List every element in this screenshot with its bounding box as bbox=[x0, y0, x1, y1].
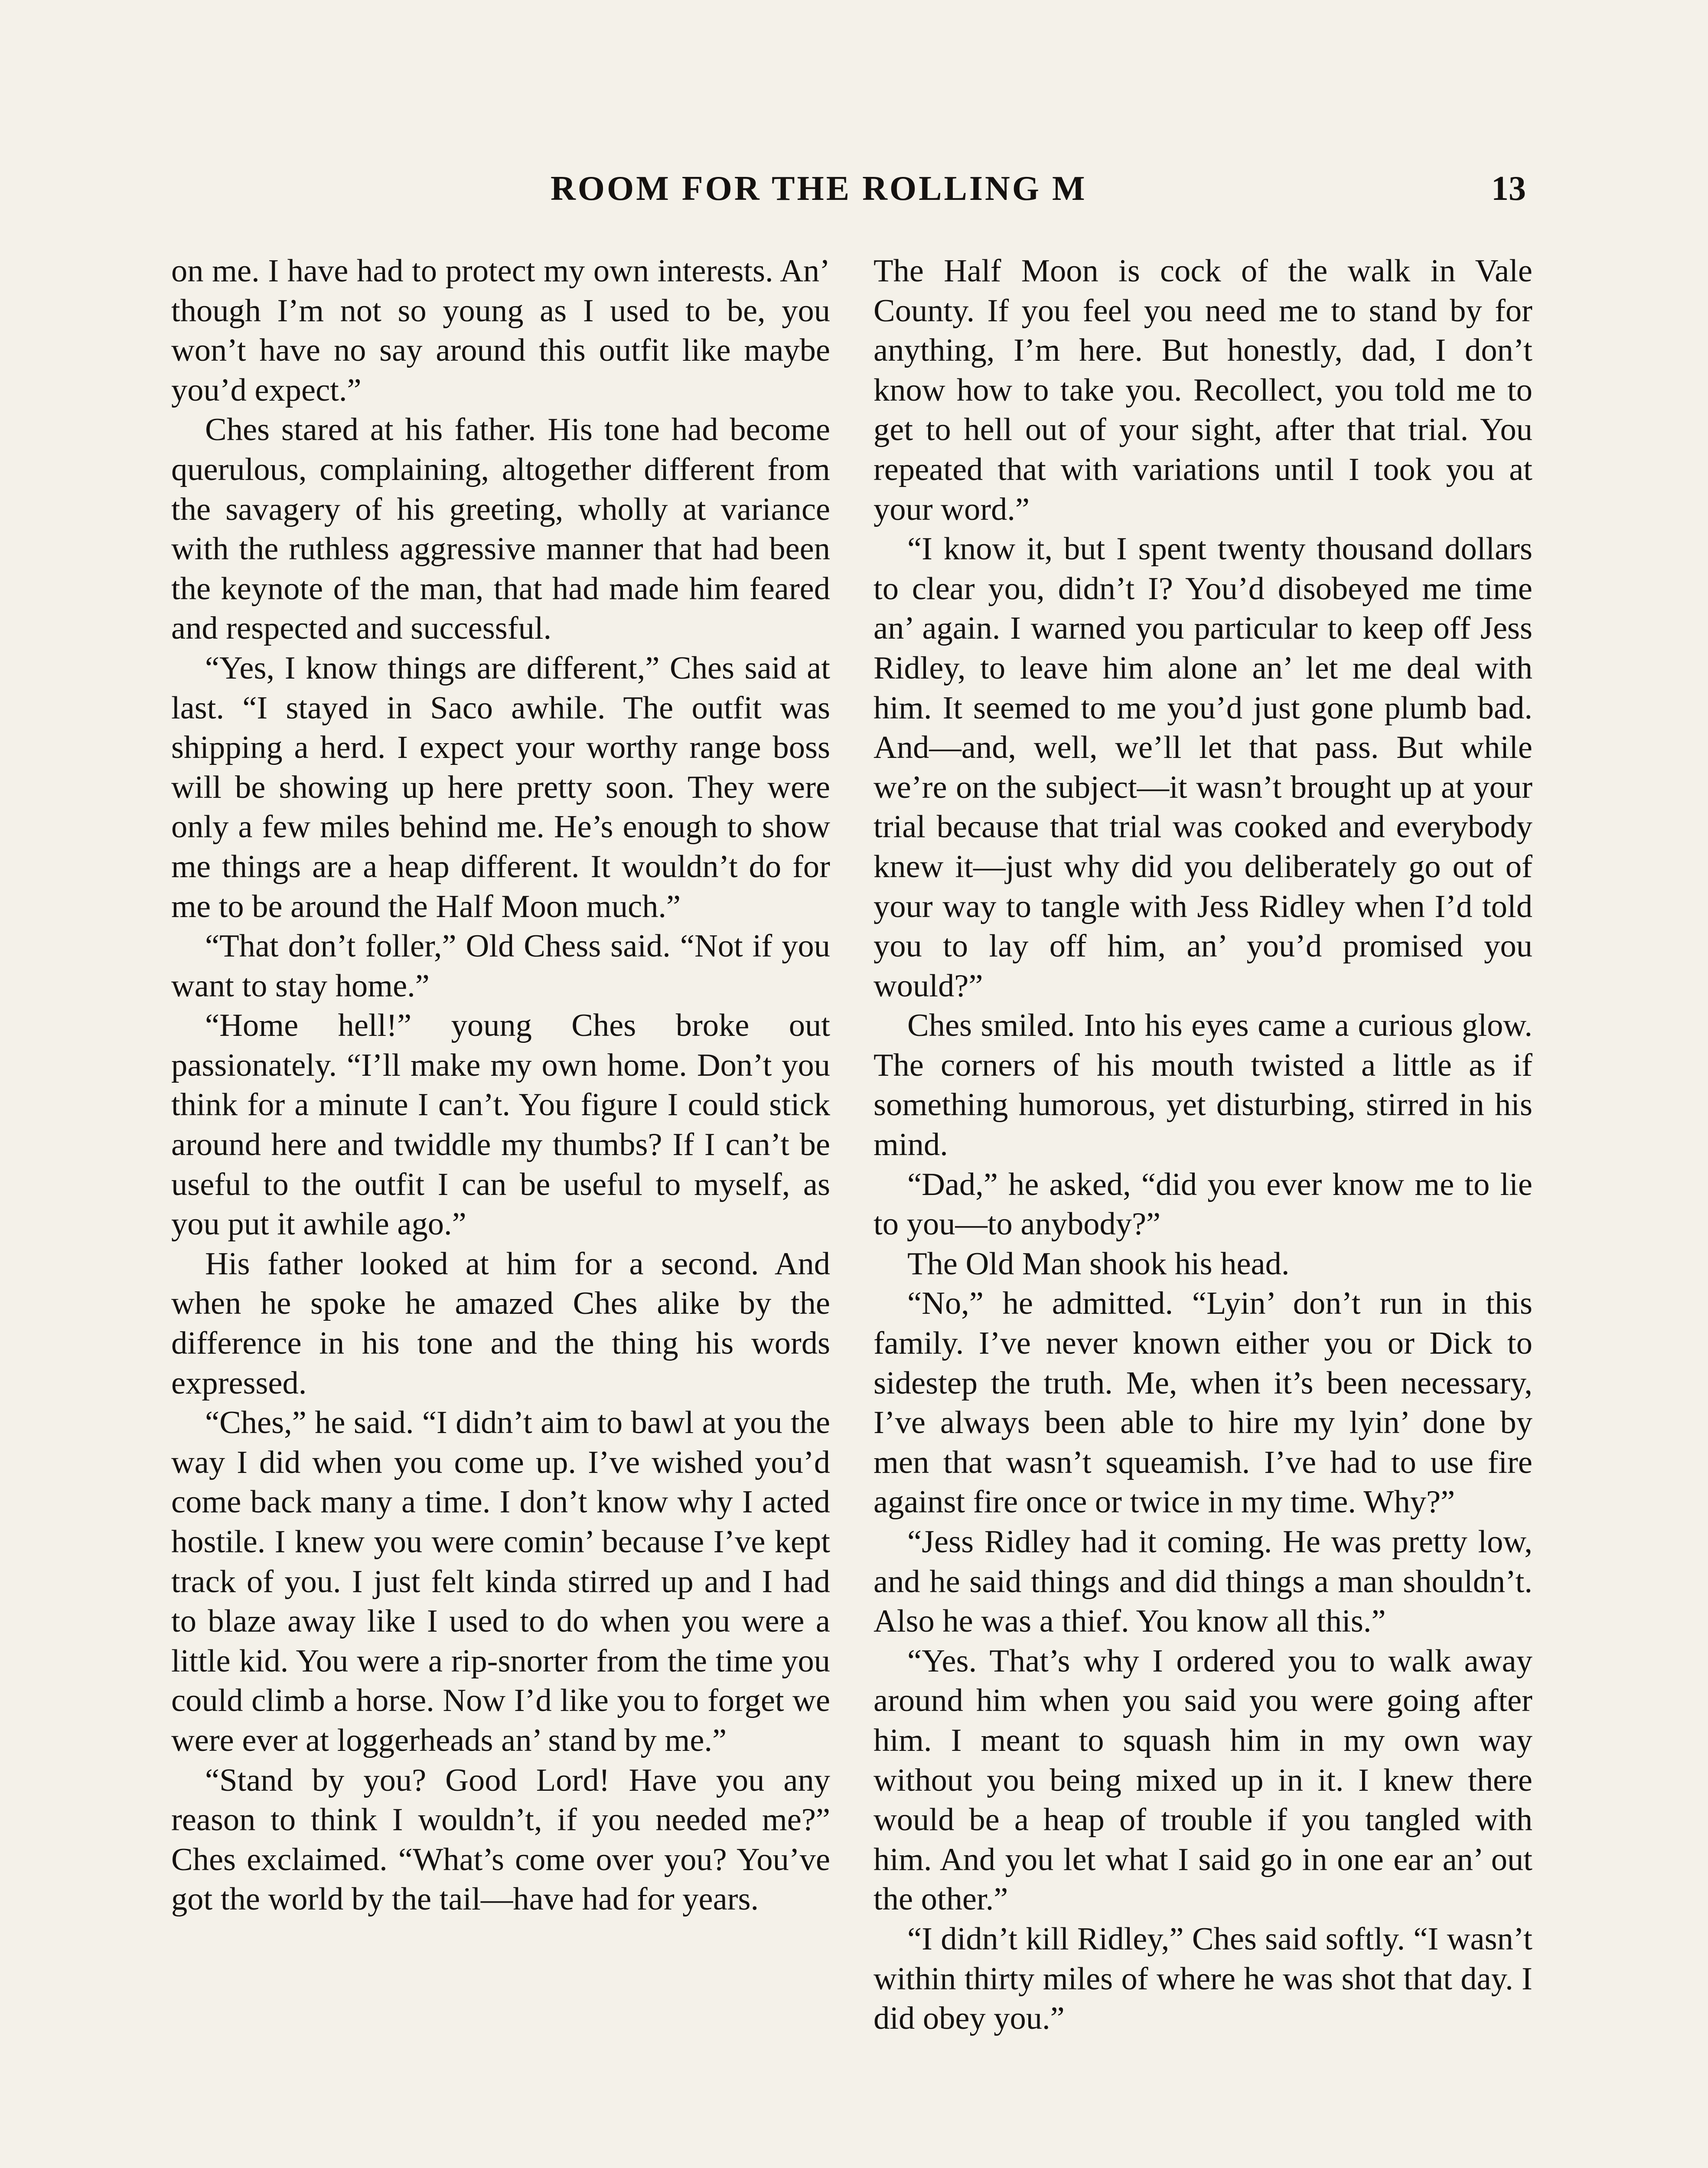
left-column bbox=[171, 251, 830, 1920]
page-number: 13 bbox=[1491, 170, 1526, 208]
paragraph: “That don’t foller,” Old Chess said. “Not if you want to stay home.” bbox=[171, 928, 830, 1004]
paragraph: “Ches,” he said. “I didn’t aim to bawl at you the way I did when you come up. I’ve wished you’d come back many a time. I don’t know why I acted hostile. I knew you were comin’ because I’ve kept track of you. I just felt kinda stirred up and I had to blaze away like I used to do when you were a little kid. You were a rip-snorter from the time you could climb a horse. Now I’d like you to forget we were ever at loggerheads an’ stand by me.” bbox=[171, 1405, 830, 1758]
paragraph: “Stand by you? Good Lord! Have you any reason to think I wouldn’t, if you needed me?” Ches exclaimed. “What’s come over you? You’ve got the world by the tail—have had for years. bbox=[171, 1762, 830, 1917]
paragraph: “Home hell!” young Ches broke out passionately. “I’ll make my own home. Don’t you think for a minute I can’t. You figure I could stick around here and twiddle my thumbs? If I can’t be useful to the outfit I can be useful to myself, as you put it awhile ago.” bbox=[171, 1008, 830, 1242]
paragraph: The Old Man shook his head. bbox=[907, 1246, 1290, 1282]
right-column bbox=[874, 251, 1532, 2039]
paragraph: “Jess Ridley had it coming. He was pretty low, and he said things and did things a man shouldn’t. Also he was a thief. You know all this.” bbox=[874, 1524, 1532, 1639]
paragraph: “Yes. That’s why I ordered you to walk away around him when you said you were going after him. I meant to squash him in my own way without you being mixed up in it. I knew there would be a heap of trouble if you tangled with him. And you let what I said go in one ear an’ out the other.” bbox=[874, 1643, 1532, 1917]
paragraph: “I know it, but I spent twenty thousand dollars to clear you, didn’t I? You’d disobeyed me time an’ again. I warned you particular to keep off Jess Ridley, to leave him alone an’ let me deal with him. It seemed to me you’d just gone plumb bad. And—and, well, we’ll let that pass. But while we’re on the subject—it wasn’t brought up at your trial because that trial was cooked and everybody knew it—just why did you deliberately go out of your way to tangle with Jess Ridley when I’d told you to lay off him, an’ you’d promised you would?” bbox=[874, 531, 1532, 1004]
paragraph: on me. I have had to protect my own interests. An’ though I’m not so young as I used to be, you won’t have no say around this outfit like maybe you’d expect.” bbox=[171, 253, 830, 408]
paragraph: “Yes, I know things are different,” Ches said at last. “I stayed in Saco awhile. The outfit was shipping a herd. I expect your worthy range boss will be showing up here pretty soon. They were only a few miles behind me. He’s enough to show me things are a heap different. It wouldn’t do for me to be around the Half Moon much.” bbox=[171, 650, 830, 924]
paragraph: His father looked at him for a second. And when he spoke he amazed Ches alike by the difference in his tone and the thing his words expressed. bbox=[171, 1246, 830, 1401]
paragraph: The Half Moon is cock of the walk in Vale County. If you feel you need me to stand by for anything, I’m here. But honestly, dad, I don’t know how to take you. Recollect, you told me to get to hell out of your sight, after that trial. You repeated that with variations until I took you at your word.” bbox=[874, 253, 1532, 527]
paragraph: “I didn’t kill Ridley,” Ches said softly. “I wasn’t within thirty miles of where he was shot that day. I did obey you.” bbox=[874, 1921, 1532, 2037]
paragraph: “No,” he admitted. “Lyin’ don’t run in this family. I’ve never known either you or Dick to sidestep the truth. Me, when it’s been necessary, I’ve always been able to hire my lyin’ done by men that wasn’t squeamish. I’ve had to use fire against fire once or twice in my time. Why?” bbox=[874, 1286, 1532, 1520]
running-title: ROOM FOR THE ROLLING M bbox=[551, 170, 1087, 208]
paragraph: “Dad,” he asked, “did you ever know me to lie to you—to anybody?” bbox=[874, 1166, 1532, 1242]
paragraph: Ches stared at his father. His tone had become querulous, complaining, altogether different from the savagery of his greeting, wholly at variance with the ruthless aggressive manner that had been the keynote of the man, that had made him feared and respected and successful. bbox=[171, 412, 830, 646]
paragraph: Ches smiled. Into his eyes came a curious glow. The corners of his mouth twisted a little as if something humorous, yet disturbing, stirred in his mind. bbox=[874, 1008, 1532, 1163]
